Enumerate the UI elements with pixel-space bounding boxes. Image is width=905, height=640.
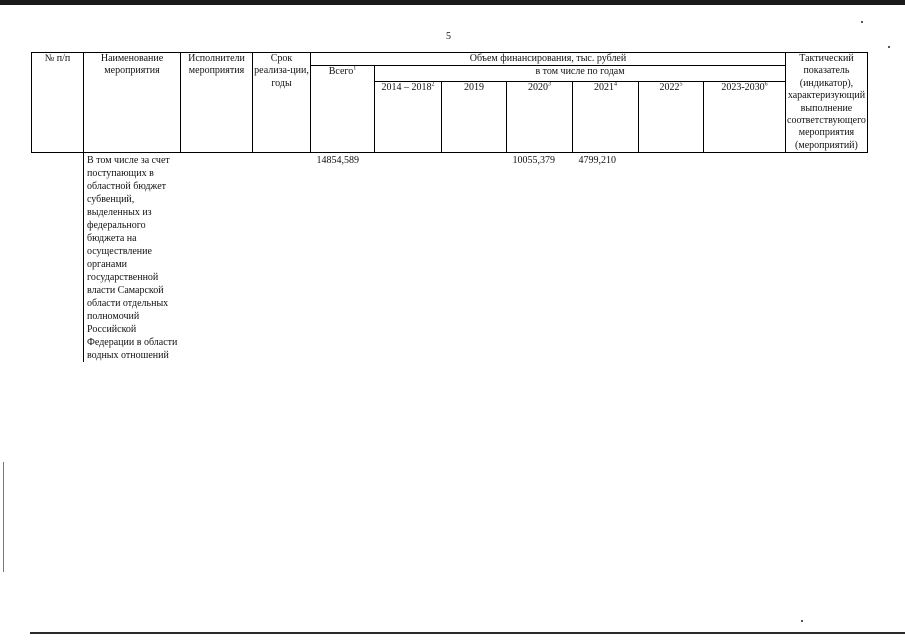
header-year — [704, 82, 786, 153]
header-total-label: Всего — [328, 66, 354, 78]
header-year-note: 5 — [679, 81, 683, 88]
row-num — [32, 153, 84, 363]
header-year-label: 2019 — [464, 82, 484, 94]
header-year — [442, 82, 507, 153]
scan-edge-left — [3, 462, 4, 572]
header-year — [639, 82, 704, 153]
scan-speck — [888, 46, 890, 48]
header-year-note: 6 — [764, 81, 768, 88]
header-year-note: 3 — [548, 81, 551, 88]
header-year-label: 2021 — [594, 82, 614, 94]
header-year — [507, 82, 573, 153]
row-period — [253, 153, 311, 363]
header-name: Наименование мероприятия — [84, 53, 181, 153]
header-year — [375, 82, 442, 153]
header-total-note: 1 — [353, 66, 357, 73]
header-year-label: 2020 — [528, 82, 548, 94]
header-period: Срок реализа-ции, годы — [253, 53, 311, 153]
table-row — [32, 153, 868, 363]
scan-edge-top — [0, 0, 905, 5]
row-2020: 10055,379 — [512, 155, 555, 167]
row-executors — [181, 153, 253, 363]
row-2021: 4799,210 — [578, 155, 616, 167]
row-2022 — [639, 153, 704, 363]
page-number: 5 — [446, 31, 451, 42]
row-2014-2018 — [375, 153, 442, 363]
header-total — [311, 66, 375, 153]
header-year-label: 2014 – 2018 — [381, 82, 432, 94]
row-2023-2030 — [704, 153, 786, 363]
row-total: 14854,589 — [316, 155, 359, 167]
header-year-label: 2023-2030 — [721, 82, 765, 94]
row-2019 — [442, 153, 507, 363]
financing-table — [31, 52, 868, 362]
header-year-note: 4 — [614, 81, 617, 88]
header-num: № п/п — [32, 53, 84, 153]
scan-speck — [861, 21, 863, 23]
header-volume: Объем финансирования, тыс. рублей — [311, 53, 786, 66]
header-year — [573, 82, 639, 153]
header-by-years: в том числе по годам — [375, 66, 786, 82]
row-indicator — [786, 153, 868, 363]
scan-edge-bottom — [30, 632, 905, 634]
scan-speck — [801, 620, 803, 622]
header-year-label: 2022 — [659, 82, 680, 94]
header-executors: Исполнители мероприятия — [181, 53, 253, 153]
row-name: В том числе за счет поступающих в областной бюджет субвенций, выделенных из федерального бюджета на осуществление органами государственной власти Самарской области отдельных полномочий Российской Федерации в области водных отношений — [84, 153, 181, 363]
header-indicator: Тактический показатель (индикатор), характеризующий выполнение соответствующего мероприятия (мероприятий) — [787, 53, 866, 151]
header-year-note: 2 — [431, 81, 435, 88]
